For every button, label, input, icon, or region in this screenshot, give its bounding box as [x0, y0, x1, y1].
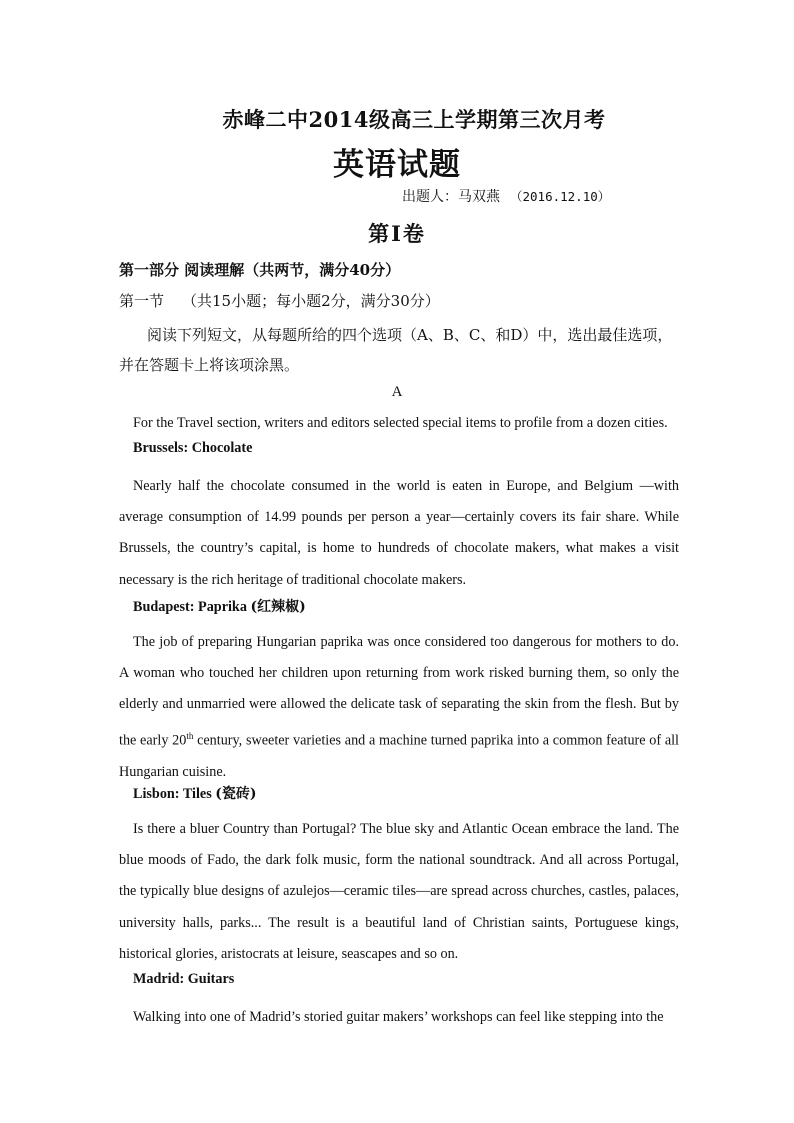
passage-intro: For the Travel section, writers and editors selected special items to profile from a dozen cities.	[133, 415, 668, 431]
section-line	[119, 290, 440, 311]
ordinal-suffix: th	[186, 730, 194, 741]
part-title: 第一部分 阅读理解（共两节，满分40分）	[119, 261, 401, 279]
section-info: （共15小题；每小题2分，满分30分）	[182, 292, 440, 310]
section-body-lisbon: Is there a bluer Country than Portugal? The blue sky and Atlantic Ocean embrace the land. The blue moods of Fado, the dark folk music, form the national soundtrack. And all across Portugal, the typically blue designs of azulejos—ceramic tiles—are spread across churches, castles, palaces, university halls, parks... The result is a beautiful land of Christian saints, Portuguese kings, historical glories, aristocrats at leisure, seascapes and so on.	[119, 821, 679, 962]
section-heading-madrid: Madrid: Guitars	[133, 971, 235, 987]
section-heading-lisbon: Lisbon: Tiles (瓷砖)	[133, 786, 257, 802]
section-heading-budapest: Budapest: Paprika (红辣椒)	[133, 599, 306, 615]
author-line	[402, 186, 610, 206]
exam-date: （2016.12.10）	[510, 189, 611, 204]
volume-title: 第Ⅰ卷	[368, 221, 426, 246]
subject-title: 英语试题	[333, 147, 461, 183]
section-heading-brussels: Brussels: Chocolate	[133, 440, 253, 456]
passage-label: A	[391, 384, 403, 400]
section-body-brussels: Nearly half the chocolate consumed in the world is eaten in Europe, and Belgium —with average consumption of 14.99 pounds per person a year—certainly covers its fair share. While Brussels, the country’s capital, is home to hundreds of chocolate makers, what makes a visit necessary is the rich heritage of traditional chocolate makers.	[119, 478, 679, 588]
author-label: 出题人：马双燕	[402, 189, 500, 205]
section-label: 第一节	[119, 292, 165, 310]
school-title: 赤峰二中2014级高三上学期第三次月考	[222, 107, 606, 132]
instruction-text: 阅读下列短文，从每题所给的四个选项（A、B、C、和D）中，选出最佳选项，并在答题卡上将该项涂黑。	[119, 326, 673, 374]
section-body-budapest: The job of preparing Hungarian paprika was once considered too dangerous for mothers to do. A woman who touched her children upon returning from work risked burning them, so only the elderly and unmarried were allowed the delicate task of separating the skin from the flesh. But by the early 20th century, sweeter varieties and a machine turned paprika into a common feature of all Hungarian cuisine.	[119, 634, 679, 780]
section-body-madrid: Walking into one of Madrid’s storied guitar makers’ workshops can feel like stepping into the	[133, 1009, 664, 1025]
